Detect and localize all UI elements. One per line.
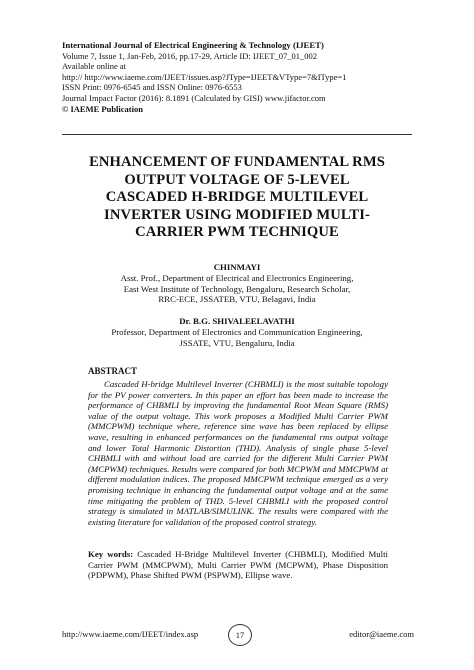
author-block <box>62 316 412 348</box>
publisher: © IAEME Publication <box>62 103 143 114</box>
impact-factor: Journal Impact Factor (2016): 8.1891 (Calculated by GISI) www.jifactor.com <box>62 92 326 103</box>
journal-header <box>62 40 422 114</box>
title-line: CASCADED H-BRIDGE MULTILEVEL <box>105 189 369 206</box>
author-affiliation: East West Institute of Technology, Bengaluru, Research Scholar, <box>123 283 351 294</box>
author-block <box>62 262 412 305</box>
keywords-text: Cascaded H-Bridge Multilevel Inverter (CHBMLI), Modified Multi Carrier PWM (MMCPWM), Multi Carrier PWM (MCPWM), Phase Disposition (PDPWM), Phase Shifted PWM (PSPWM), Ellipse wave. <box>88 549 388 581</box>
journal-url[interactable]: http:// http://www.iaeme.com/IJEET/issues.asp?JType=IJEET&VType=7&IType=1 <box>62 71 347 82</box>
title-line: OUTPUT VOLTAGE OF 5-LEVEL <box>124 171 350 188</box>
abstract-heading: ABSTRACT <box>88 366 138 376</box>
author-affiliation: JSSATE, VTU, Bengaluru, India <box>179 337 295 348</box>
footer-url[interactable]: http://www.iaeme.com/IJEET/index.asp <box>62 629 199 639</box>
author-name: CHINMAYI <box>213 262 261 272</box>
keywords <box>88 549 388 581</box>
author-affiliation: RRC-ECE, JSSATEB, VTU, Belagavi, India <box>158 294 316 305</box>
author-name: Dr. B.G. SHIVALEELAVATHI <box>179 316 295 326</box>
title-line: ENHANCEMENT OF FUNDAMENTAL RMS <box>89 154 385 170</box>
issn-info: ISSN Print: 0976-6545 and ISSN Online: 0976-6553 <box>62 82 242 93</box>
title-line: CARRIER PWM TECHNIQUE <box>135 224 339 241</box>
header-divider <box>62 134 412 135</box>
page-footer <box>62 624 414 646</box>
paper-title <box>62 154 412 242</box>
footer-email[interactable]: editor@iaeme.com <box>349 629 414 639</box>
title-line: INVERTER USING MODIFIED MULTI- <box>104 206 370 223</box>
page-number: 17 <box>228 624 252 646</box>
abstract-body: Cascaded H-bridge Multilevel Inverter (CHBMLI) is the most suitable topology for the PV power converters. In this paper an effort has been made to increase the performance of CHBMLI by improving the fundamental Root Mean Square (RMS) value of the output voltage. This work proposes a Modified Multi Carrier PWM (MMCPWM) technique where, reference sine wave has been replaced by ellipse wave, resulting in enhanced performances on the fundamental rms output voltage and lower Total Harmonic Distortion (THD). Analysis of single phase 5-level CHBMLI with and without load are carried for the different Multi Carrier PWM (MCPWM) techniques. Results were compared for both MCPWM and MMCPWM at different modulation indices. The proposed MMCPWM technique emerged as a very promising technique in enhancing the fundamental output voltage and at the same time mitigating the problem of THD. 5-level CHBMLI with the proposed control strategy is simulated in MATLAB/SIMULINK. The results were compared with the existing literature for validation of the proposed control strategy. <box>88 379 388 527</box>
volume-info: Volume 7, Issue 1, Jan-Feb, 2016, pp.17-29, Article ID: IJEET_07_01_002 <box>62 50 318 61</box>
journal-name: International Journal of Electrical Engineering & Technology (IJEET) <box>62 40 324 50</box>
keywords-label: Key words: <box>88 549 134 559</box>
author-affiliation: Professor, Department of Electronics and Communication Engineering, <box>111 326 363 337</box>
author-affiliation: Asst. Prof., Department of Electrical and Electronics Engineering, <box>120 272 354 283</box>
available-online: Available online at <box>62 61 127 72</box>
